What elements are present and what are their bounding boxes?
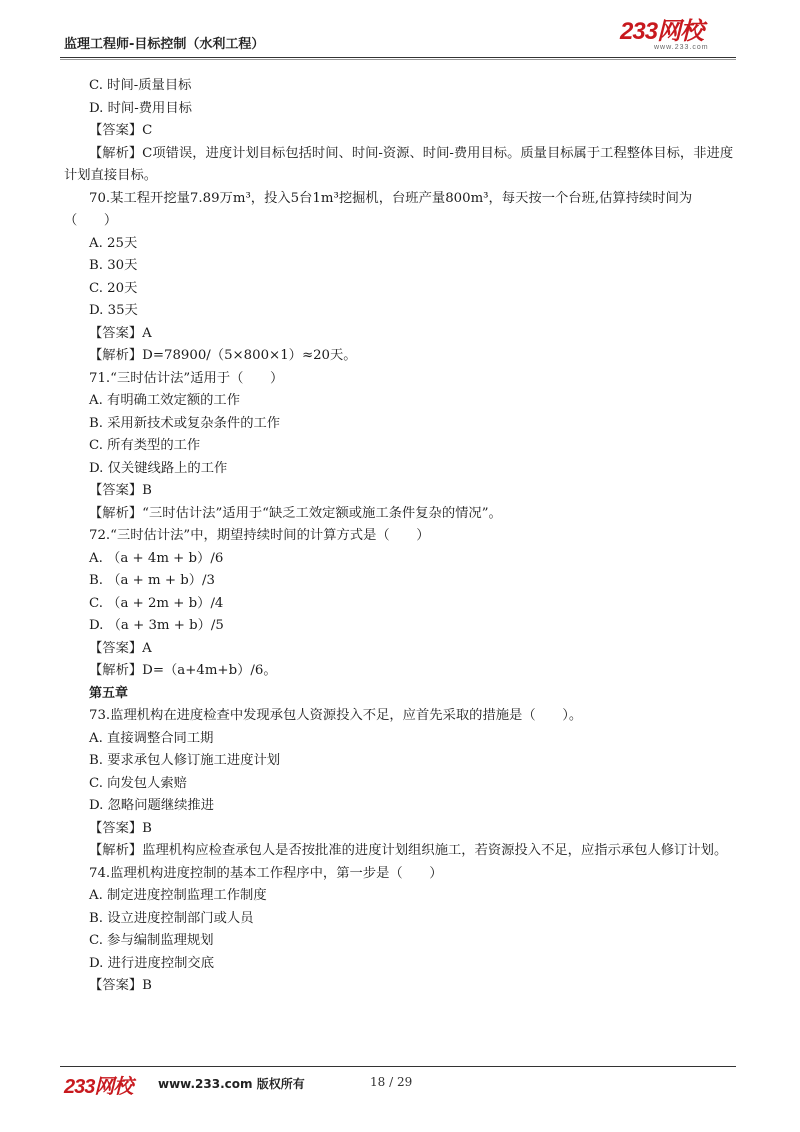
text-line: 74.监理机构进度控制的基本工作程序中，第一步是（ ） — [89, 865, 443, 881]
logo-url: www.233.com — [654, 44, 709, 51]
text-line: 71.“三时估计法”适用于（ ） — [89, 370, 284, 386]
option-line: A. 直接调整合同工期 — [89, 730, 214, 746]
option-line: B. 设立进度控制部门或人员 — [89, 910, 254, 926]
option-line: D. 仅关键线路上的工作 — [89, 460, 228, 476]
option-line: B. 要求承包人修订施工进度计划 — [89, 753, 281, 768]
brand-logo[interactable] — [620, 20, 740, 54]
header-divider-thin — [60, 59, 736, 60]
option-line: C. 时间-质量目标 — [89, 78, 192, 93]
option-line: B. （a + m + b）/3 — [89, 573, 215, 588]
option-line: C. 向发包人索赔 — [89, 775, 187, 791]
header-title: 监理工程师-目标控制（水利工程） — [64, 37, 265, 52]
chapter-heading: 第五章 — [89, 685, 129, 701]
text-line: 70.某工程开挖量7.89万m³，投入5台1m³挖掘机，台班产量800m³，每天按一个台班,估算持续时间为（ ） — [64, 190, 693, 228]
option-line: A. 有明确工效定额的工作 — [89, 393, 241, 408]
option-line: D. 忽略问题继续推进 — [89, 798, 215, 813]
text-line: 【解析】监理机构应检查承包人是否按批准的进度计划组织施工，若资源投入不足，应指示承包人修订计划。 — [89, 843, 728, 858]
option-line: D. 进行进度控制交底 — [89, 955, 215, 971]
option-line: A. 25天 — [89, 235, 138, 251]
text-line: 【解析】“三时估计法”适用于“缺乏工效定额或施工条件复杂的情况”。 — [89, 505, 502, 521]
text-line: 【答案】A — [89, 325, 152, 341]
page-number: 18 / 29 — [370, 1075, 413, 1089]
text-line: 73.监理机构在进度检查中发现承包人资源投入不足，应首先采取的措施是（ ）。 — [89, 708, 583, 723]
text-line: 【解析】D=78900/（5×800×1）≈20天。 — [89, 348, 357, 363]
header-divider — [60, 57, 736, 58]
option-line: D. 时间-费用目标 — [89, 100, 192, 116]
option-line: A. 制定进度控制监理工作制度 — [89, 888, 267, 903]
page-content — [64, 75, 736, 998]
option-line: C. 所有类型的工作 — [89, 438, 201, 453]
option-line: C. （a + 2m + b）/4 — [89, 595, 224, 611]
text-line: 【答案】C — [89, 123, 153, 138]
option-line: B. 30天 — [89, 258, 138, 273]
text-line: 【答案】B — [89, 483, 152, 498]
text-line: 【答案】B — [89, 978, 152, 993]
footer-divider — [60, 1066, 736, 1067]
logo-text: 233网校 — [620, 18, 704, 45]
footer-logo[interactable]: 233网校 — [64, 1076, 133, 1098]
option-line: D. 35天 — [89, 303, 138, 318]
option-line: B. 采用新技术或复杂条件的工作 — [89, 415, 281, 431]
text-line: 72.“三时估计法”中，期望持续时间的计算方式是（ ） — [89, 528, 430, 543]
text-line: 【答案】B — [89, 820, 152, 836]
text-line: 【解析】D=（a+4m+b）/6。 — [89, 663, 277, 678]
text-line: 【解析】C项错误，进度计划目标包括时间、时间-资源、时间-费用目标。质量目标属于工程整体目标，非进度计划直接目标。 — [64, 145, 734, 183]
text-line: 【答案】A — [89, 640, 152, 656]
footer-copyright: www.233.com 版权所有 — [158, 1077, 305, 1091]
option-line: D. （a + 3m + b）/5 — [89, 618, 224, 633]
option-line: A. （a + 4m + b）/6 — [89, 550, 224, 566]
option-line: C. 20天 — [89, 280, 138, 296]
option-line: C. 参与编制监理规划 — [89, 933, 214, 948]
